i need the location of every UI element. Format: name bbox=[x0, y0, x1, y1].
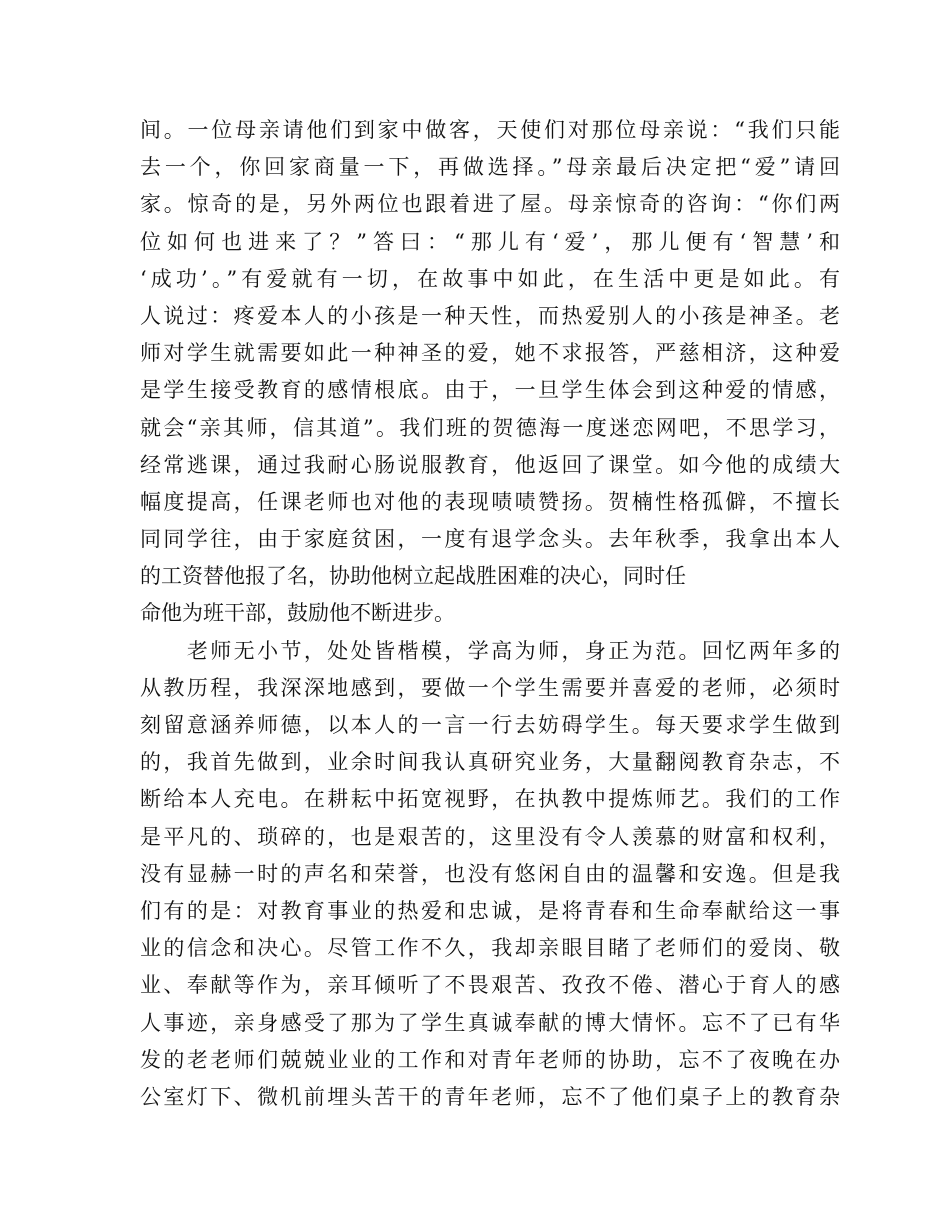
text-line: 位如何也进来了？”答曰：“那儿有‘爱’，那儿便有‘智慧’和 bbox=[140, 229, 840, 254]
text-line: 业的信念和决心。尽管工作不久，我却亲眼目睹了老师们的爱岗、敬 bbox=[140, 936, 840, 961]
text-line: 们有的是：对教育事业的热爱和忠诚，是将青春和生命奉献给这一事 bbox=[140, 898, 840, 923]
text-line: 经常逃课，通过我耐心肠说服教育，他返回了课堂。如今他的成绩大 bbox=[140, 452, 840, 477]
text-line: 去一个，你回家商量一下，再做选择。”母亲最后决定把“爱”请回 bbox=[140, 155, 840, 180]
text-line: 业、奉献等作为，亲耳倾听了不畏艰苦、孜孜不倦、潜心于育人的感 bbox=[140, 973, 840, 998]
text-line: ‘成功’。”有爱就有一切，在故事中如此，在生活中更是如此。有 bbox=[140, 266, 840, 291]
text-line: 刻留意涵养师德，以本人的一言一行去妨碍学生。每天要求学生做到 bbox=[140, 713, 840, 737]
text-line: 断给本人充电。在耕耘中拓宽视野，在执教中提炼师艺。我们的工作 bbox=[140, 787, 840, 812]
text-line: 从教历程，我深深地感到，要做一个学生需要并喜爱的老师，必须时 bbox=[140, 675, 840, 700]
text-line: 家。惊奇的是，另外两位也跟着进了屋。母亲惊奇的咨询：“你们两 bbox=[140, 192, 840, 217]
text-line: 幅度提高，任课老师也对他的表现啧啧赞扬。贺楠性格孤僻，不擅长 bbox=[140, 489, 840, 514]
text-line: 的，我首先做到，业余时间我认真研究业务，大量翻阅教育杂志，不 bbox=[140, 750, 840, 775]
text-line: 发的老老师们兢兢业业的工作和对青年老师的协助，忘不了夜晚在办 bbox=[140, 1047, 840, 1072]
body-text bbox=[140, 112, 840, 1116]
text-line: 是学生接受教育的感情根底。由于，一旦学生体会到这种爱的情感， bbox=[140, 378, 840, 403]
text-line: 人说过：疼爱本人的小孩是一种天性，而热爱别人的小孩是神圣。老 bbox=[140, 303, 840, 328]
text-line: 的工资替他报了名，协助他树立起战胜困难的决心，同时任 bbox=[140, 564, 686, 589]
text-line: 没有显赫一时的声名和荣誉，也没有悠闲自由的温馨和安逸。但是我 bbox=[140, 861, 840, 886]
text-line: 师对学生就需要如此一种神圣的爱，她不求报答，严慈相济，这种爱 bbox=[140, 341, 840, 366]
text-line: 就会“亲其师，信其道”。我们班的贺德海一度迷恋网吧，不思学习， bbox=[140, 415, 840, 440]
text-line: 老师无小节，处处皆楷模，学高为师，身正为范。回忆两年多的 bbox=[140, 638, 840, 663]
text-line: 间。一位母亲请他们到家中做客，天使们对那位母亲说：“我们只能 bbox=[140, 118, 840, 142]
text-line: 同同学往，由于家庭贫困，一度有退学念头。去年秋季，我拿出本人 bbox=[140, 527, 840, 552]
text-line: 公室灯下、微机前埋头苦干的青年老师，忘不了他们桌子上的教育杂 bbox=[140, 1084, 840, 1109]
text-line: 人事迹，亲身感受了那为了学生真诚奉献的博大情怀。忘不了已有华 bbox=[140, 1010, 840, 1035]
text-line: 是平凡的、琐碎的，也是艰苦的，这里没有令人羡慕的财富和权利， bbox=[140, 824, 840, 849]
text-line: 命他为班干部，鼓励他不断进步。 bbox=[140, 601, 455, 626]
